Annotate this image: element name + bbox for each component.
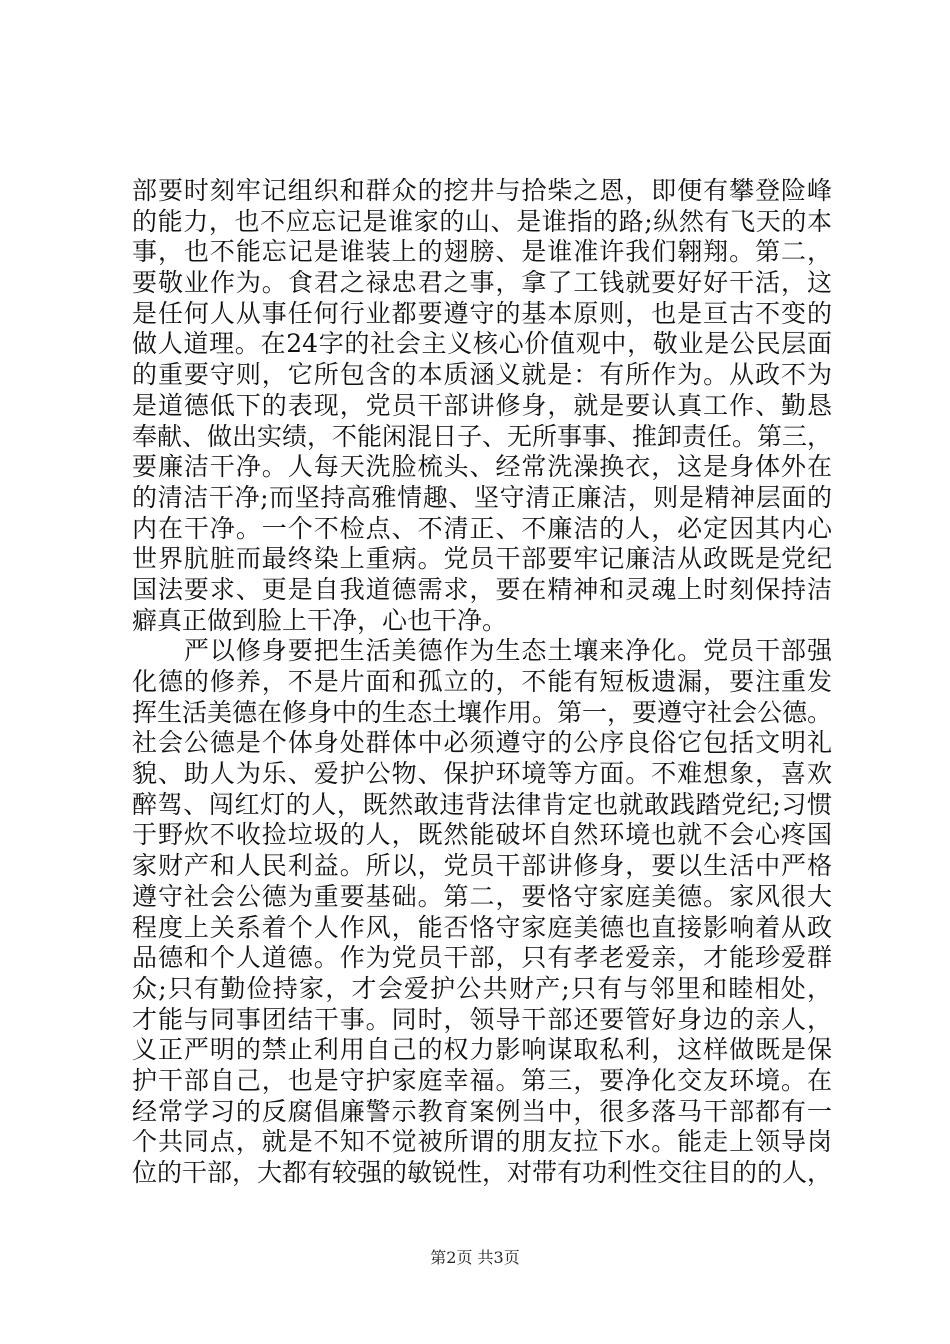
text-line: 品德和个人道德。作为党员干部，只有孝老爱亲，才能珍爱群 (132, 943, 832, 973)
paragraph-1 (132, 176, 832, 636)
text-line: 位的干部，大都有较强的敏锐性，对带有功利性交往目的的人， (132, 1158, 833, 1187)
text-line: 做人道理。在24字的社会主义核心价值观中，敬业是公民层面 (132, 329, 832, 359)
text-line: 醉驾、闯红灯的人，既然敢违背法律肯定也就敢践踏党纪;习惯 (132, 789, 832, 819)
text-line: 事，也不能忘记是谁装上的翅膀、是谁准许我们翱翔。第二， (132, 237, 832, 267)
text-line: 的清洁干净;而坚持高雅情趣、坚守清正廉洁，则是精神层面的 (132, 482, 832, 512)
text-line: 的能力，也不应忘记是谁家的山、是谁指的路;纵然有飞天的本 (132, 206, 832, 236)
text-line: 于野炊不收捡垃圾的人，既然能破坏自然环境也就不会心疼国 (132, 820, 832, 850)
text-line: 是道德低下的表现，党员干部讲修身，就是要认真工作、勤恳 (132, 390, 832, 420)
text-line: 是任何人从事任何行业都要遵守的基本原则，也是亘古不变的 (132, 298, 832, 328)
text-line: 才能与同事团结干事。同时，领导干部还要管好身边的亲人， (132, 1004, 832, 1034)
text-line: 挥生活美德在修身中的生态土壤作用。第一，要遵守社会公德。 (132, 697, 833, 727)
text-line: 严以修身要把生活美德作为生态土壤来净化。党员干部强 (132, 636, 832, 666)
text-line: 的重要守则，它所包含的本质涵义就是：有所作为。从政不为 (132, 360, 832, 390)
text-line: 遵守社会公德为重要基础。第二，要恪守家庭美德。家风很大 (132, 881, 832, 911)
text-line: 癖真正做到脸上干净，心也干净。 (132, 605, 508, 635)
text-line: 要廉洁干净。人每天洗脸梳头、经常洗澡换衣，这是身体外在 (132, 452, 832, 482)
text-line: 世界肮脏而最终染上重病。党员干部要牢记廉洁从政既是党纪 (132, 544, 832, 574)
text-line: 内在干净。一个不检点、不清正、不廉洁的人，必定因其内心 (132, 513, 832, 543)
text-line: 众;只有勤俭持家，才会爱护公共财产;只有与邻里和睦相处， (132, 973, 832, 1003)
text-line: 国法要求、更是自我道德需求，要在精神和灵魂上时刻保持洁 (132, 574, 832, 604)
document-body (132, 176, 832, 1189)
text-line: 经常学习的反腐倡廉警示教育案例当中，很多落马干部都有一 (132, 1096, 832, 1126)
text-line: 护干部自己，也是守护家庭幸福。第三，要净化交友环境。在 (132, 1065, 832, 1095)
text-line: 奉献、做出实绩，不能闲混日子、无所事事、推卸责任。第三， (132, 421, 833, 451)
page-number-footer: 第2页 共3页 (430, 1248, 520, 1267)
text-line: 化德的修养，不是片面和孤立的，不能有短板遗漏，要注重发 (132, 667, 832, 696)
text-line: 部要时刻牢记组织和群众的挖井与拾柴之恩，即便有攀登险峰 (132, 176, 832, 205)
text-line: 义正严明的禁止利用自己的权力影响谋取私利，这样做既是保 (132, 1035, 832, 1065)
text-line: 要敬业作为。食君之禄忠君之事，拿了工钱就要好好干活，这 (132, 268, 832, 298)
text-line: 社会公德是个体身处群体中必须遵守的公序良俗它包括文明礼 (132, 728, 832, 758)
text-line: 程度上关系着个人作风，能否恪守家庭美德也直接影响着从政 (132, 912, 832, 942)
text-line: 家财产和人民利益。所以，党员干部讲修身，要以生活中严格 (132, 851, 832, 881)
paragraph-2 (132, 636, 832, 1188)
text-line: 个共同点，就是不知不觉被所谓的朋友拉下水。能走上领导岗 (132, 1127, 832, 1157)
text-line: 貌、助人为乐、爱护公物、保护环境等方面。不难想象，喜欢 (132, 759, 832, 789)
